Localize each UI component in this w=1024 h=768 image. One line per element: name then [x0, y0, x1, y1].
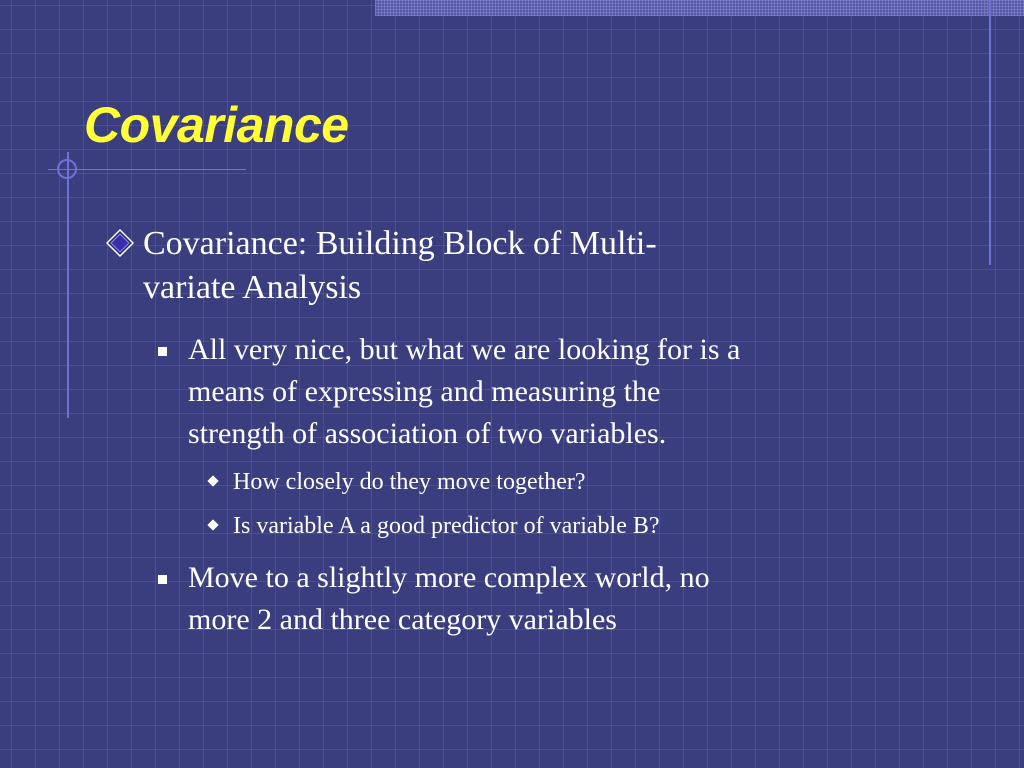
bullet-level2: [158, 557, 948, 641]
top-decorative-band: [375, 0, 1024, 16]
bullet-level3-text: Is variable A a good predictor of variable B?: [233, 513, 660, 539]
small-diamond-bullet-icon: [207, 475, 218, 486]
bullet-level3: [207, 466, 927, 498]
bullet-level2-line: means of expressing and measuring the: [188, 375, 661, 408]
outlined-diamond-bullet-icon: [105, 226, 135, 270]
bullet-level1-line: variate Analysis: [143, 269, 362, 306]
square-bullet-icon: [158, 347, 167, 356]
right-decorative-line: [989, 0, 991, 265]
bullet-level2-line: Move to a slightly more complex world, no: [188, 561, 710, 594]
bullet-level2-text: [188, 329, 948, 455]
left-decorative-line: [67, 152, 69, 418]
title-underline: [48, 169, 246, 170]
bullet-level2-line: more 2 and three category variables: [188, 603, 617, 636]
small-diamond-bullet-icon: [207, 519, 218, 530]
bullet-level1-line: Covariance: Building Block of Multi-: [143, 225, 657, 262]
square-bullet-icon: [158, 575, 167, 584]
bullet-level1-text: [143, 222, 825, 310]
slide-title: Covariance: [84, 97, 349, 153]
bullet-level2-text: [188, 557, 948, 641]
bullet-level2-line: All very nice, but what we are looking for is a: [188, 333, 741, 366]
bullet-level2: [158, 329, 948, 455]
bullet-level2-line: strength of association of two variables.: [188, 417, 667, 450]
crosshair-circle-ornament: [57, 159, 77, 179]
bullet-level3-text: How closely do they move together?: [233, 469, 586, 495]
bullet-level3: [207, 510, 927, 542]
bullet-level1: [105, 222, 825, 310]
